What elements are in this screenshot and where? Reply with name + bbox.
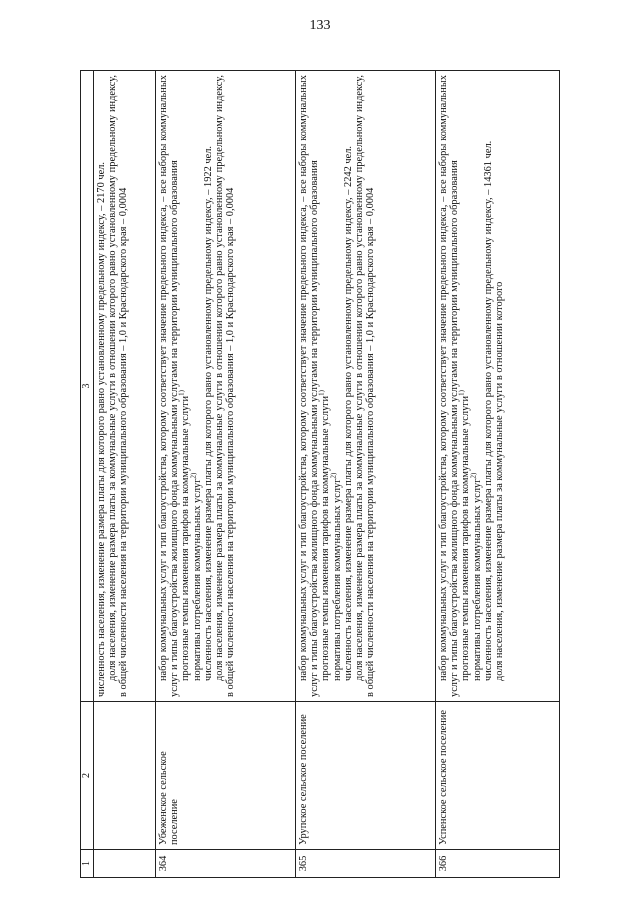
description-paragraph [494,75,505,697]
description-paragraph [214,75,236,697]
paragraph-text: численность населения, изменение размера платы для которого равно установленному предельному индексу, – 14361 чел. [482,140,494,681]
description-cell [156,71,296,702]
description-paragraph [177,75,192,697]
paragraph-text: доля населения, изменение размера платы за коммунальные услуги в отношении которого равно установленному предельному индексу, в общей численности населения на территории муниципального образования – 1,0 и Краснодарского края – 0,0004 [107,75,130,697]
paragraph-text: численность населения, изменение размера платы для которого равно установленному предельному индексу, – 2242 чел. [342,145,354,681]
table-row [296,71,436,878]
footnote-marker: 2) [189,472,198,479]
table-body [81,71,560,878]
paragraph-text: доля населения, изменение размера платы за коммунальные услуги в отношении которого равно установленному предельному индексу, в общей численности населения на территории муниципального образования – 1,0 и Краснодарского края – 0,0004 [214,75,237,697]
paragraph-text: доля населения, изменение размера платы за коммунальные услуги в отношении которого равно установленному предельному индексу, в общей численности населения на территории муниципального образования – 1,0 и Краснодарского края – 0,0004 [354,75,377,697]
header-col-3: 3 [81,71,94,702]
paragraph-text: прогнозные темпы изменения тарифов на коммунальные услуги [180,395,192,681]
settlement-name: Урупское сельское поселение [296,702,436,850]
description-paragraph [457,75,472,697]
description-cell [436,71,560,702]
paragraph-text: нормативы потребления коммунальных услуг [191,478,203,681]
paragraph-text: нормативы потребления коммунальных услуг [331,478,343,681]
paragraph-text: прогнозные темпы изменения тарифов на коммунальные услуги [460,395,472,681]
paragraph-text: численность населения, изменение размера платы для которого равно установленному предельному индексу, – 2170 чел. [96,161,107,697]
row-number: 365 [296,850,436,878]
description-paragraph [483,75,494,697]
footnote-marker: 1) [317,390,326,396]
settlement-name: Успенское сельское поселение [436,702,560,850]
description-paragraph [438,75,460,697]
description-paragraph [96,75,107,697]
page-number: 133 [309,18,331,33]
description-paragraph [329,75,343,697]
description-paragraph [317,75,332,697]
description-paragraph [158,75,180,697]
footnote-marker: 1) [457,390,466,396]
paragraph-text: набор коммунальных услуг и тип благоустройства, которому соответствует значение предельного индекса, – все наборы коммунальных услуг и типы благоустройства жилищного фонда коммунальными услугами на территории муниципального образования [438,75,461,697]
row-number [94,850,156,878]
rotated-table-wrapper [80,70,560,878]
paragraph-text: набор коммунальных услуг и тип благоустройства, которому соответствует значение предельного индекса, – все наборы коммунальных услуг и типы благоустройства жилищного фонда коммунальными услугами на территории муниципального образования [298,75,321,697]
paragraph-text: набор коммунальных услуг и тип благоустройства, которому соответствует значение предельного индекса, – все наборы коммунальных услуг и типы благоустройства жилищного фонда коммунальными услугами на территории муниципального образования [158,75,181,697]
paragraph-text: доля населения, изменение размера платы за коммунальные услуги в отношении которого [494,281,506,681]
description-paragraph [107,75,129,697]
paragraph-text: нормативы потребления коммунальных услуг [471,478,483,681]
table-row [94,71,156,878]
row-number: 364 [156,850,296,878]
header-col-1: 1 [81,850,94,878]
description-cell [94,71,156,702]
paragraph-text: прогнозные темпы изменения тарифов на коммунальные услуги [320,395,332,681]
description-cell [296,71,436,702]
paragraph-text: численность населения, изменение размера платы для которого равно установленному предельному индексу, – 1922 чел. [202,145,214,681]
row-number: 366 [436,850,560,878]
description-paragraph [354,75,376,697]
footnote-marker: 2) [329,472,338,479]
settlement-name [94,702,156,850]
footnote-marker: 1) [177,390,186,396]
header-col-2: 2 [81,702,94,850]
footnote-marker: 2) [469,472,478,479]
settlement-name: Убеженское сельское поселение [156,702,296,850]
table-row [436,71,560,878]
description-paragraph [203,75,214,697]
document-table [80,70,560,878]
description-paragraph [298,75,320,697]
description-paragraph [189,75,203,697]
table-row [156,71,296,878]
description-paragraph [343,75,354,697]
table-header-row [81,71,94,878]
description-paragraph [469,75,483,697]
